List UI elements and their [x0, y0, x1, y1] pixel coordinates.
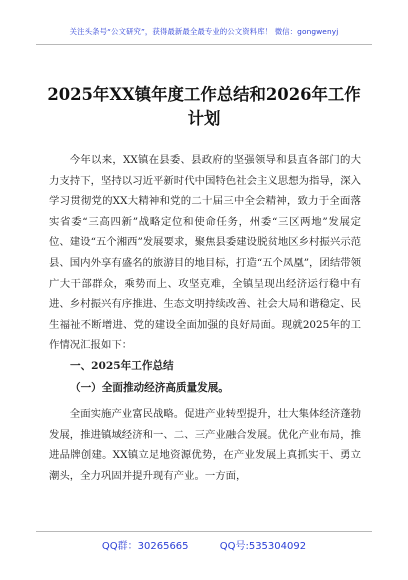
footer-divider: [36, 531, 372, 532]
document-title: 2025年XX镇年度工作总结和2026年工作计划: [47, 85, 361, 128]
footer-qq-group: QQ群：30265665: [101, 541, 189, 552]
intro-paragraph: 今年以来，XX镇在县委、县政府的坚强领导和县直各部门的大力支持下，坚持以习近平新时代中国特色社会主义思想为指导，深入学习贯彻党的XX大精神和党的二十届三中全会精神，致力于全面落实省委“三高四新”战略定位和使命任务，州委“三区两地”发展定位、建设“五个湘西”发展要求，聚焦县委建设脱贫地区乡村振兴示范县、国内外享有盛名的旅游目的地目标，打造“五个凤凰”，团结带领广大干部群众，乘势而上、攻坚克难，全镇呈现出经济运行稳中有进、乡村振兴有序推进、生态文明持续改善、社会大局和谐稳定、民生福祉不断增进、党的建设全面加强的良好局面。现就2025年的工作情况汇报如下：: [49, 154, 361, 352]
body-paragraph: 全面实施产业富民战略。促进产业转型提升，壮大集体经济蓬勃发展，推进镇域经济和一、二、三产业融合发展。优化产业布局，推进品牌创建。XX镇立足地资源优势，在产业发展上真抓实干、勇立潮头，全力巩固并提升现有产业。一方面，: [49, 408, 361, 482]
header-banner: 关注头条号“公文研究”，获得最新最全最专业的公文资料库！ 微信：gongwenyj: [69, 27, 339, 36]
header-divider: [36, 44, 372, 45]
section-heading: 一、2025年工作总结: [70, 360, 174, 372]
footer-qq-number: QQ号:535304092: [219, 541, 307, 552]
footer-contact: [0, 537, 408, 552]
subsection-heading: （一）全面推动经济高质量发展。: [70, 382, 229, 394]
